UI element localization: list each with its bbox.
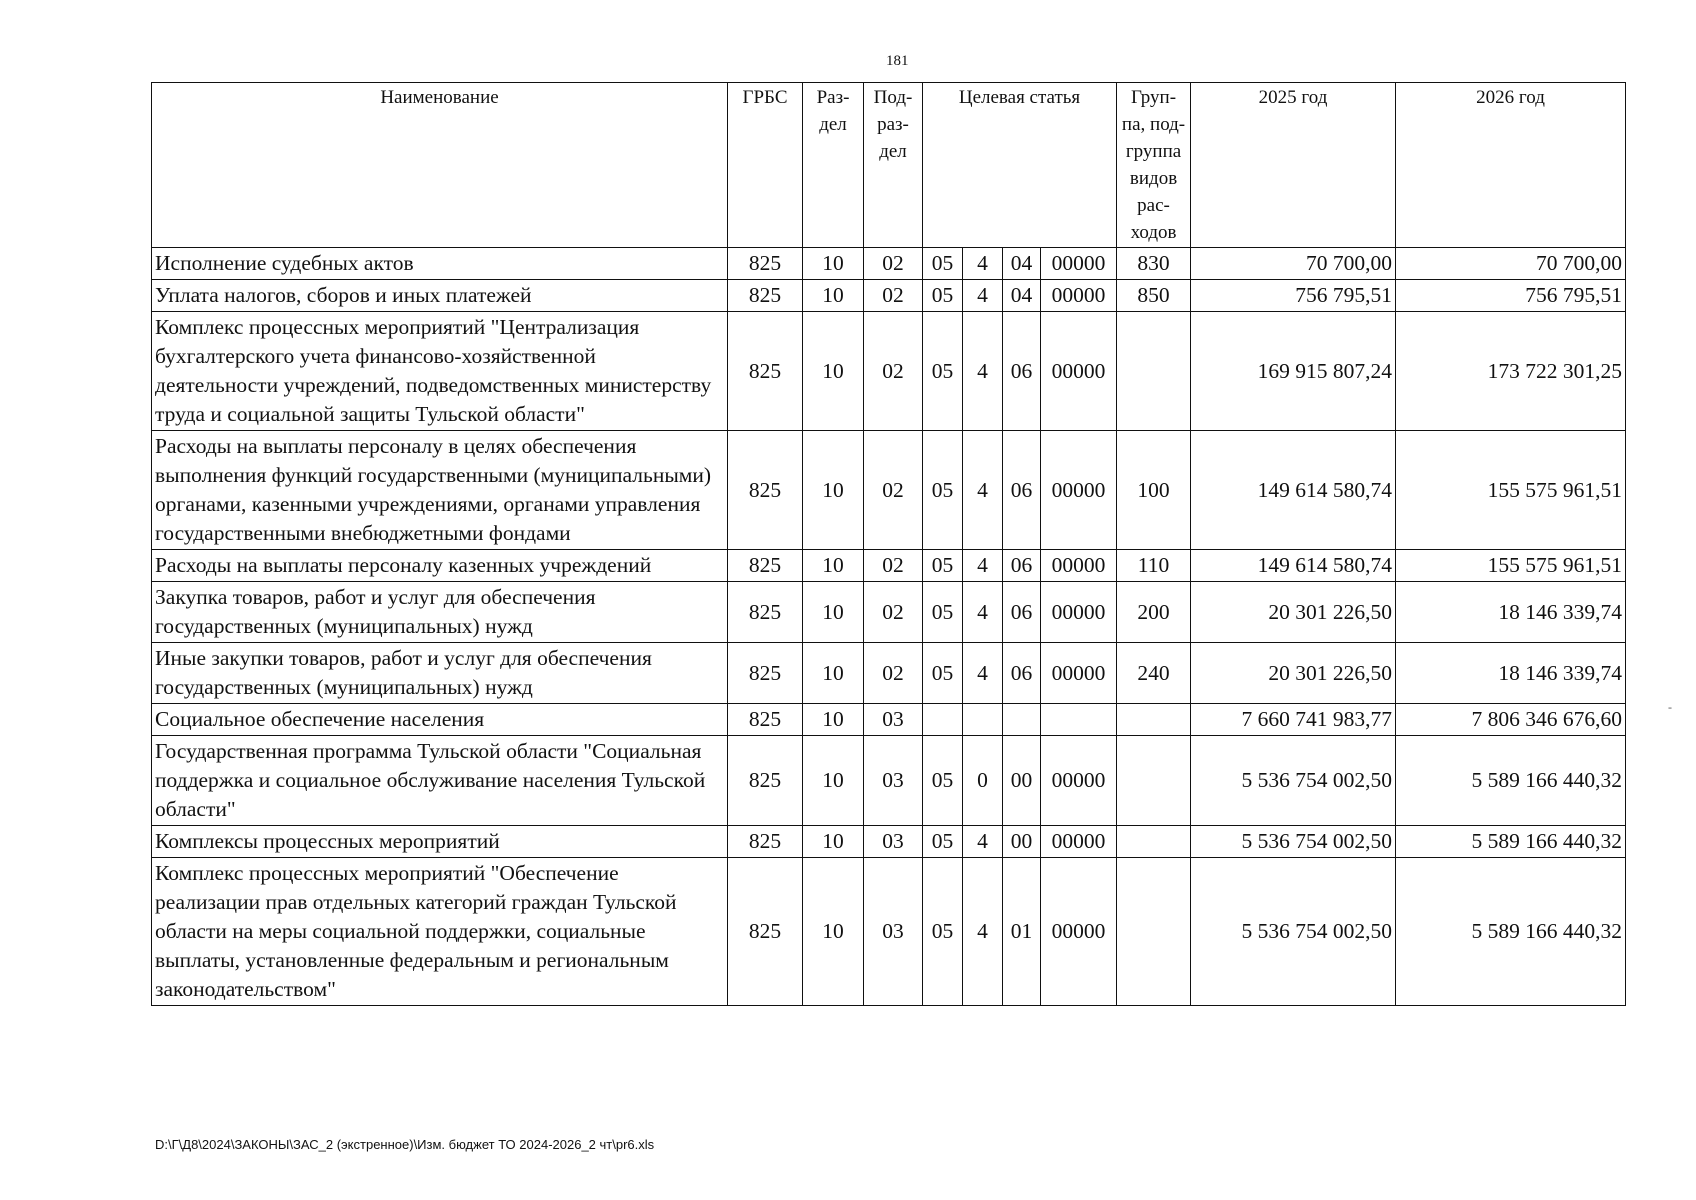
cell-grbs: 825 (728, 248, 803, 280)
cell-target-program: 05 (923, 826, 963, 858)
table-body (152, 248, 1626, 1006)
cell-target-program: 05 (923, 582, 963, 643)
cell-target-program: 05 (923, 280, 963, 312)
cell-amount-2026: 70 700,00 (1396, 248, 1626, 280)
table-row (152, 280, 1626, 312)
footer-file-path: D:\Г\Д8\2024\ЗАКОНЫ\ЗАС_2 (экстренное)\Изм. бюджет ТО 2024-2026_2 чт\pr6.xls (155, 1137, 655, 1152)
cell-name: Комплекс процессных мероприятий "Централизация бухгалтерского учета финансово-хозяйственной деятельности учреждений, подведомственных министерству труда и социальной защиты Тульской области" (152, 312, 728, 431)
table-row (152, 643, 1626, 704)
cell-podrazdel: 02 (864, 248, 923, 280)
cell-grbs: 825 (728, 704, 803, 736)
cell-grbs: 825 (728, 431, 803, 550)
cell-target-subprogram: 06 (1003, 643, 1041, 704)
cell-target-type: 4 (963, 431, 1003, 550)
cell-amount-2025: 20 301 226,50 (1191, 643, 1396, 704)
cell-target-program: 05 (923, 312, 963, 431)
cell-target-direction: 00000 (1041, 280, 1117, 312)
cell-expense-group: 110 (1117, 550, 1191, 582)
cell-target-direction: 00000 (1041, 550, 1117, 582)
cell-amount-2026: 173 722 301,25 (1396, 312, 1626, 431)
cell-target-program: 05 (923, 736, 963, 826)
cell-amount-2025: 169 915 807,24 (1191, 312, 1396, 431)
cell-target-direction: 00000 (1041, 858, 1117, 1006)
cell-expense-group (1117, 312, 1191, 431)
cell-target-program: 05 (923, 858, 963, 1006)
cell-expense-group (1117, 826, 1191, 858)
table-row (152, 312, 1626, 431)
cell-amount-2025: 149 614 580,74 (1191, 550, 1396, 582)
cell-amount-2025: 5 536 754 002,50 (1191, 736, 1396, 826)
cell-expense-group: 240 (1117, 643, 1191, 704)
cell-grbs: 825 (728, 858, 803, 1006)
cell-amount-2026: 5 589 166 440,32 (1396, 736, 1626, 826)
header-grbs: ГРБС (728, 83, 803, 248)
cell-target-direction: 00000 (1041, 643, 1117, 704)
cell-amount-2025: 70 700,00 (1191, 248, 1396, 280)
cell-name: Расходы на выплаты персоналу казенных учреждений (152, 550, 728, 582)
cell-name: Закупка товаров, работ и услуг для обеспечения государственных (муниципальных) нужд (152, 582, 728, 643)
cell-expense-group: 830 (1117, 248, 1191, 280)
cell-target-program (923, 704, 963, 736)
cell-amount-2026: 18 146 339,74 (1396, 582, 1626, 643)
cell-expense-group (1117, 858, 1191, 1006)
cell-grbs: 825 (728, 736, 803, 826)
cell-razdel: 10 (803, 582, 864, 643)
cell-target-subprogram (1003, 704, 1041, 736)
cell-target-subprogram: 06 (1003, 582, 1041, 643)
cell-razdel: 10 (803, 312, 864, 431)
cell-amount-2025: 5 536 754 002,50 (1191, 858, 1396, 1006)
cell-razdel: 10 (803, 550, 864, 582)
cell-target-direction: 00000 (1041, 248, 1117, 280)
cell-razdel: 10 (803, 280, 864, 312)
cell-name: Исполнение судебных актов (152, 248, 728, 280)
cell-target-type (963, 704, 1003, 736)
table-row (152, 550, 1626, 582)
cell-target-program: 05 (923, 643, 963, 704)
cell-grbs: 825 (728, 280, 803, 312)
scan-mark: - (1668, 700, 1672, 714)
cell-razdel: 10 (803, 431, 864, 550)
table-header-row (152, 83, 1626, 248)
header-podrazdel: Под- раз- дел (864, 83, 923, 248)
cell-target-type: 4 (963, 248, 1003, 280)
budget-table (151, 82, 1626, 1006)
cell-target-direction (1041, 704, 1117, 736)
cell-name: Государственная программа Тульской области "Социальная поддержка и социальное обслуживание населения Тульской области" (152, 736, 728, 826)
table-row (152, 431, 1626, 550)
cell-amount-2025: 149 614 580,74 (1191, 431, 1396, 550)
cell-razdel: 10 (803, 736, 864, 826)
cell-amount-2026: 756 795,51 (1396, 280, 1626, 312)
cell-podrazdel: 02 (864, 431, 923, 550)
cell-razdel: 10 (803, 643, 864, 704)
table-row (152, 704, 1626, 736)
table-row (152, 826, 1626, 858)
cell-name: Расходы на выплаты персоналу в целях обеспечения выполнения функций государственными (муниципальными) органами, казенными учреждениями, органами управления государственными внебюджетными фондами (152, 431, 728, 550)
cell-podrazdel: 02 (864, 312, 923, 431)
cell-name: Комплекс процессных мероприятий "Обеспечение реализации прав отдельных категорий граждан Тульской области на меры социальной поддержки, социальные выплаты, установленные федеральным и региональным законодательством" (152, 858, 728, 1006)
cell-expense-group: 100 (1117, 431, 1191, 550)
cell-target-program: 05 (923, 248, 963, 280)
header-name: Наименование (152, 83, 728, 248)
cell-target-type: 4 (963, 858, 1003, 1006)
cell-amount-2026: 7 806 346 676,60 (1396, 704, 1626, 736)
cell-expense-group (1117, 704, 1191, 736)
cell-expense-group (1117, 736, 1191, 826)
cell-grbs: 825 (728, 826, 803, 858)
cell-amount-2026: 5 589 166 440,32 (1396, 826, 1626, 858)
cell-target-program: 05 (923, 431, 963, 550)
cell-name: Уплата налогов, сборов и иных платежей (152, 280, 728, 312)
cell-target-subprogram: 06 (1003, 431, 1041, 550)
cell-target-type: 4 (963, 643, 1003, 704)
cell-target-subprogram: 00 (1003, 736, 1041, 826)
cell-razdel: 10 (803, 248, 864, 280)
table-row (152, 858, 1626, 1006)
cell-target-direction: 00000 (1041, 736, 1117, 826)
cell-podrazdel: 03 (864, 736, 923, 826)
cell-target-direction: 00000 (1041, 582, 1117, 643)
cell-podrazdel: 02 (864, 582, 923, 643)
header-razdel: Раз- дел (803, 83, 864, 248)
cell-amount-2025: 20 301 226,50 (1191, 582, 1396, 643)
cell-name: Социальное обеспечение населения (152, 704, 728, 736)
cell-podrazdel: 03 (864, 858, 923, 1006)
cell-podrazdel: 02 (864, 280, 923, 312)
cell-target-subprogram: 06 (1003, 312, 1041, 431)
header-year-2026: 2026 год (1396, 83, 1626, 248)
cell-amount-2025: 756 795,51 (1191, 280, 1396, 312)
cell-target-subprogram: 04 (1003, 248, 1041, 280)
cell-target-subprogram: 06 (1003, 550, 1041, 582)
cell-amount-2026: 155 575 961,51 (1396, 550, 1626, 582)
cell-target-program: 05 (923, 550, 963, 582)
cell-name: Комплексы процессных мероприятий (152, 826, 728, 858)
cell-amount-2026: 5 589 166 440,32 (1396, 858, 1626, 1006)
cell-target-type: 4 (963, 550, 1003, 582)
cell-grbs: 825 (728, 582, 803, 643)
cell-amount-2026: 155 575 961,51 (1396, 431, 1626, 550)
header-year-2025: 2025 год (1191, 83, 1396, 248)
cell-name: Иные закупки товаров, работ и услуг для обеспечения государственных (муниципальных) нужд (152, 643, 728, 704)
cell-podrazdel: 02 (864, 550, 923, 582)
cell-target-type: 0 (963, 736, 1003, 826)
cell-expense-group: 200 (1117, 582, 1191, 643)
cell-target-type: 4 (963, 826, 1003, 858)
cell-target-type: 4 (963, 280, 1003, 312)
cell-podrazdel: 02 (864, 643, 923, 704)
cell-razdel: 10 (803, 858, 864, 1006)
cell-grbs: 825 (728, 312, 803, 431)
cell-target-direction: 00000 (1041, 431, 1117, 550)
cell-grbs: 825 (728, 643, 803, 704)
header-expense-group: Груп- па, под- группа видов рас- ходов (1117, 83, 1191, 248)
cell-target-type: 4 (963, 582, 1003, 643)
cell-target-subprogram: 04 (1003, 280, 1041, 312)
page-number: 181 (886, 53, 909, 69)
cell-razdel: 10 (803, 704, 864, 736)
cell-podrazdel: 03 (864, 704, 923, 736)
header-target-article: Целевая статья (923, 83, 1117, 248)
cell-amount-2026: 18 146 339,74 (1396, 643, 1626, 704)
cell-razdel: 10 (803, 826, 864, 858)
cell-target-subprogram: 01 (1003, 858, 1041, 1006)
table-row (152, 736, 1626, 826)
cell-target-subprogram: 00 (1003, 826, 1041, 858)
cell-amount-2025: 7 660 741 983,77 (1191, 704, 1396, 736)
cell-target-type: 4 (963, 312, 1003, 431)
cell-podrazdel: 03 (864, 826, 923, 858)
cell-expense-group: 850 (1117, 280, 1191, 312)
cell-amount-2025: 5 536 754 002,50 (1191, 826, 1396, 858)
cell-target-direction: 00000 (1041, 312, 1117, 431)
table-row (152, 248, 1626, 280)
cell-target-direction: 00000 (1041, 826, 1117, 858)
cell-grbs: 825 (728, 550, 803, 582)
table-row (152, 582, 1626, 643)
